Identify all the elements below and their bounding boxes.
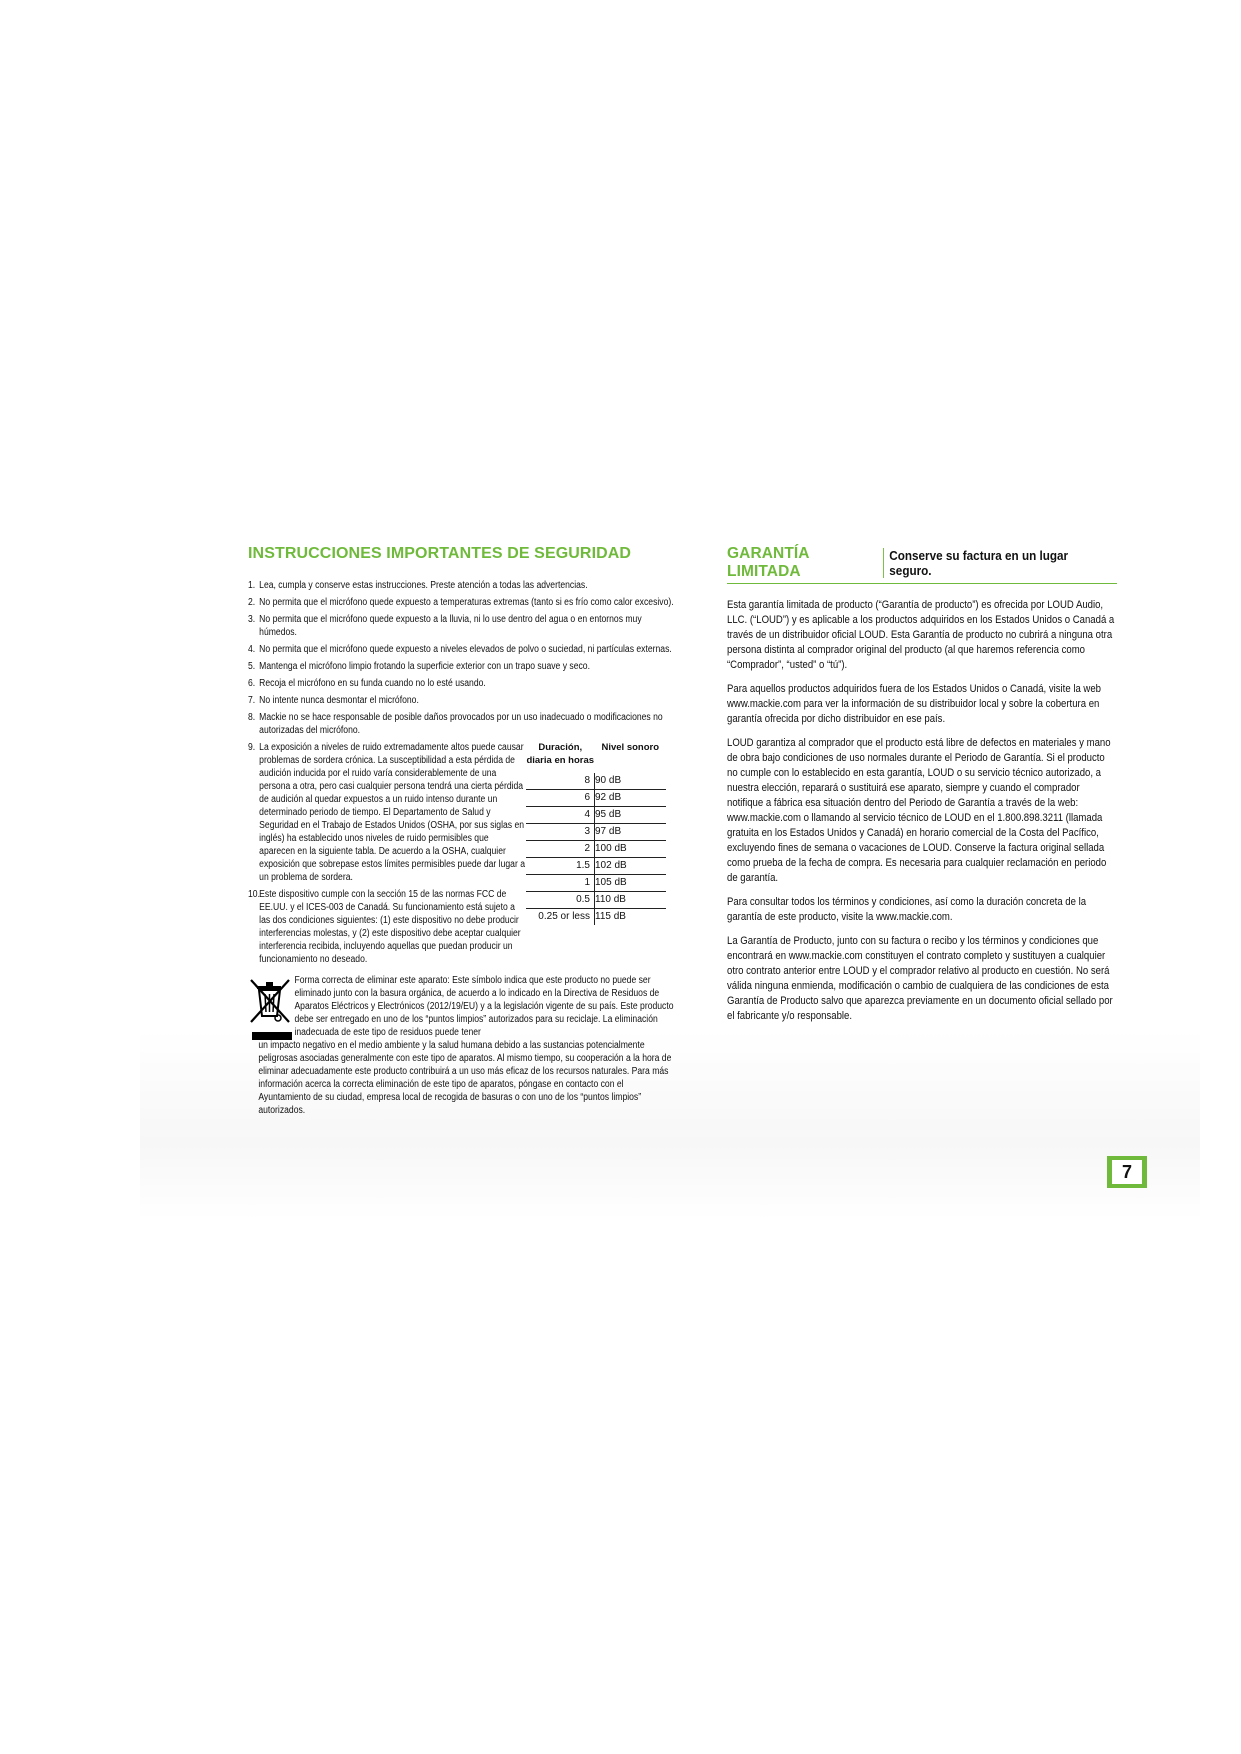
table-cell-level: 115 dB bbox=[595, 909, 667, 926]
safety-heading: INSTRUCCIONES IMPORTANTES DE SEGURIDAD bbox=[248, 545, 632, 562]
table-row bbox=[526, 858, 666, 875]
table-cell-level: 110 dB bbox=[595, 892, 667, 909]
safety-item: 5. Mantenga el micrófono limpio frotando la superficie exterior con un trapo suave y seco. bbox=[248, 661, 590, 672]
table-cell-duration: 3 bbox=[526, 824, 595, 841]
table-cell-level: 97 dB bbox=[595, 824, 667, 841]
safety-item-10: 10. Este dispositivo cumple con la sección 15 de las normas FCC de EE.UU. y el ICES-003 de Canadá. Su funcionamiento está sujeto a las dos condiciones siguientes: (1) este dispositivo no debe producir interferencias molestas, y (2) este dispositivo debe aceptar cualquier interferencia recibida, incluyendo aquellas que puedan producir un funcionamiento no deseado. bbox=[248, 889, 521, 965]
safety-instructions-column bbox=[248, 545, 674, 1117]
safety-list bbox=[248, 579, 674, 737]
warranty-paragraph: LOUD garantiza al comprador que el producto está libre de defectos en materiales y mano de obra bajo condiciones de uso normales durante el Periodo de Garantía. Si el producto no cumple con lo establecido en esta garantía, LOUD o su servicio técnico autorizado, a nuestra elección, reparará o sustituirá ese aparato, siempre y cuando el comprador notifique a fábrica esa situación dentro del Periodo de Garantía a través de la web: www.mackie.com o llamando al servicio técnico de LOUD en el 1.800.898.3211 (llamada gratuita en los Estados Unidos y Canadá) en horario comercial de la Costa del Pacífico, excluyendo fines de semana o vacaciones de LOUD. Conserve la factura original sellada como prueba de la fecha de compra. Es necesaria para cualquier reclamación en periodo de garantía. bbox=[727, 737, 1111, 884]
disposal-text-first: Forma correcta de eliminar este aparato: Este símbolo indica que este producto no puede ser eliminado junto con la basura orgánica, de acuerdo a lo indicado en la Directiva de Residuos de Aparatos Eléctricos y Electrónicos (2012/19/EU) y a la legislación vigente de su país. Este producto debe ser entregado en uno de los “puntos limpios” autorizados para su reciclaje. La eliminación inadecuada de este tipo de residuos puede tener bbox=[294, 975, 674, 1038]
warranty-paragraph: Para consultar todos los términos y condiciones, así como la duración concreta de la garantía de este producto, visite la www.mackie.com. bbox=[727, 896, 1087, 923]
table-row bbox=[526, 807, 666, 824]
warranty-paragraph: Esta garantía limitada de producto (“Garantía de producto”) es ofrecida por LOUD Audio, LLC. (“LOUD”) y es aplicable a los productos adquiridos en los Estados Unidos o Canadá a través de un distribuidor oficial LOUD. Esta Garantía de producto no cubrirá a ninguna otra persona distinta al comprador original del producto (al que haremos referencia como “Comprador”, “usted” o “tú”). bbox=[727, 599, 1115, 671]
warranty-paragraph: Para aquellos productos adquiridos fuera de los Estados Unidos o Canadá, visite la web www.mackie.com para ver la información de su distribuidor local y sobre la cobertura en garantía ofrecida por dicho distribuidor en ese país. bbox=[727, 683, 1101, 725]
table-cell-duration: 4 bbox=[526, 807, 595, 824]
table-cell-duration: 0.25 or less bbox=[538, 911, 590, 922]
table-row bbox=[526, 875, 666, 892]
table-row bbox=[526, 892, 666, 909]
warranty-column bbox=[727, 545, 1117, 1033]
table-row bbox=[526, 909, 666, 926]
safety-item: 3. No permita que el micrófono quede expuesto a la lluvia, ni lo use dentro del agua o en entornos muy húmedos. bbox=[248, 614, 642, 638]
safety-list-continued bbox=[248, 741, 525, 966]
safety-item-text: Lea, cumpla y conserve estas instrucciones. Preste atención a todas las advertencias. bbox=[259, 580, 588, 591]
table-row bbox=[526, 790, 666, 807]
table-cell-duration: 8 bbox=[526, 773, 595, 790]
safety-item-text: La exposición a niveles de ruido extremadamente altos puede causar problemas de sordera crónica. La susceptibilidad a esta pérdida de audición inducida por el ruido varía considerablemente de una persona a otra, pero casi cualquier persona tendrá una cierta pérdida de audición al quedar expuestos a un ruido intenso durante un determinado periodo de tiempo. El Departamento de Salud y Seguridad en el Trabajo de Estados Unidos (OSHA, por sus siglas en inglés) ha establecido unos niveles de ruido permisibles que aparecen en la siguiente tabla. De acuerdo a la OSHA, cualquier exposición que sobrepase estos límites permisibles puede dar lugar a un problema de sordera. bbox=[259, 742, 525, 883]
safety-item-text: No permita que el micrófono quede expuesto a temperaturas extremas (tanto si es frío como calor excesivo). bbox=[259, 597, 674, 608]
table-header-duration: Duración, diaria en horas bbox=[526, 742, 595, 766]
disposal-text-rest: un impacto negativo en el medio ambiente y la salud humana debido a las sustancias potencialmente peligrosas asociadas generalmente con este tipo de aparatos. Al mismo tiempo, su cooperación a la hora de eliminar adecuadamente este producto contribuirá a un uso más eficaz de los recursos naturales. Para más información acerca la correcta eliminación de este tipo de aparatos, póngase en contacto con el Ayuntamiento de su ciudad, empresa local de recogida de basuras o con uno de los “puntos limpios” autorizados. bbox=[258, 1040, 672, 1116]
table-cell-duration: 6 bbox=[526, 790, 595, 807]
table-cell-duration: 0.5 bbox=[526, 892, 595, 909]
warranty-heading: GARANTÍA LIMITADA bbox=[727, 545, 810, 580]
safety-item: 2. No permita que el micrófono quede expuesto a temperaturas extremas (tanto si es frío como calor excesivo). bbox=[248, 597, 674, 608]
table-row bbox=[526, 841, 666, 858]
warranty-header bbox=[727, 545, 1117, 584]
table-cell-duration: 1 bbox=[526, 875, 595, 892]
disposal-notice bbox=[248, 974, 674, 1117]
warranty-subheading: Conserve su factura en un lugar seguro. bbox=[883, 548, 1094, 578]
warranty-paragraph: La Garantía de Producto, junto con su factura o recibo y los términos y condiciones que encontrará en www.mackie.com constituyen el contrato completo y sustituyen a cualquier otro contrato anterior entre LOUD y el comprador relativo al producto en cuestión. No será válida ninguna enmienda, modificación o cambio de cualquiera de las condiciones de esta Garantía de Producto salvo que aparezca previamente en un documento oficial sellado por el fabricante y/o responsable. bbox=[727, 935, 1113, 1022]
safety-item: 6. Recoja el micrófono en su funda cuando no lo esté usando. bbox=[248, 678, 486, 689]
table-cell-level: 90 dB bbox=[595, 773, 667, 790]
table-cell-level: 95 dB bbox=[595, 807, 667, 824]
noise-exposure-section bbox=[248, 741, 668, 966]
safety-item: 7. No intente nunca desmontar el micrófono. bbox=[248, 695, 419, 706]
table-cell-duration: 1.5 bbox=[526, 858, 595, 875]
safety-item-9: 9. La exposición a niveles de ruido extremadamente altos puede causar problemas de sordera crónica. La susceptibilidad a esta pérdida de audición inducida por el ruido varía considerablemente de una persona a otra, pero casi cualquier persona tendrá una cierta pérdida de audición al quedar expuestos a un ruido intenso durante un determinado periodo de tiempo. El Departamento de Salud y Seguridad en el Trabajo de Estados Unidos (OSHA, por sus siglas en inglés) ha establecido unos niveles de ruido permisibles que aparecen en la siguiente tabla. De acuerdo a la OSHA, cualquier exposición que sobrepase estos límites permisibles puede dar lugar a un problema de sordera. bbox=[248, 742, 525, 883]
table-row bbox=[526, 824, 666, 841]
page-number: 7 bbox=[1112, 1160, 1142, 1184]
safety-item-text: Mackie no se hace responsable de posible daños provocados por un uso inadecuado o modificaciones no autorizadas del micrófono. bbox=[259, 712, 663, 736]
safety-item: 1. Lea, cumpla y conserve estas instrucciones. Preste atención a todas las advertencias. bbox=[248, 580, 588, 591]
page-number-badge bbox=[1107, 1156, 1147, 1188]
safety-item-text: No permita que el micrófono quede expuesto a la lluvia, ni lo use dentro del agua o en entornos muy húmedos. bbox=[259, 614, 642, 638]
table-cell-level: 100 dB bbox=[595, 841, 667, 858]
table-cell-level: 102 dB bbox=[595, 858, 667, 875]
safety-item-text: Mantenga el micrófono limpio frotando la superficie exterior con un trapo suave y seco. bbox=[259, 661, 590, 672]
safety-item-text: No permita que el micrófono quede expuesto a niveles elevados de polvo o suciedad, ni partículas externas. bbox=[259, 644, 672, 655]
safety-item-text: No intente nunca desmontar el micrófono. bbox=[259, 695, 419, 706]
safety-item: 8. Mackie no se hace responsable de posible daños provocados por un uso inadecuado o modificaciones no autorizadas del micrófono. bbox=[248, 712, 663, 736]
table-header-level: Nivel sonoro bbox=[601, 742, 660, 753]
safety-item-text: Recoja el micrófono en su funda cuando no lo esté usando. bbox=[259, 678, 486, 689]
table-cell-level: 92 dB bbox=[595, 790, 667, 807]
table-cell-duration: 2 bbox=[526, 841, 595, 858]
disposal-text bbox=[248, 974, 674, 1117]
noise-level-table bbox=[526, 741, 666, 925]
table-row bbox=[526, 773, 666, 790]
safety-item-text: Este dispositivo cumple con la sección 15 de las normas FCC de EE.UU. y el ICES-003 de Canadá. Su funcionamiento está sujeto a las dos condiciones siguientes: (1) este dispositivo no debe producir interferencias molestas, y (2) este dispositivo debe aceptar cualquier interferencia recibida, incluyendo aquellas que puedan producir un funcionamiento no deseado. bbox=[259, 889, 521, 965]
safety-item: 4. No permita que el micrófono quede expuesto a niveles elevados de polvo o suciedad, ni partículas externas. bbox=[248, 644, 672, 655]
table-cell-level: 105 dB bbox=[595, 875, 667, 892]
